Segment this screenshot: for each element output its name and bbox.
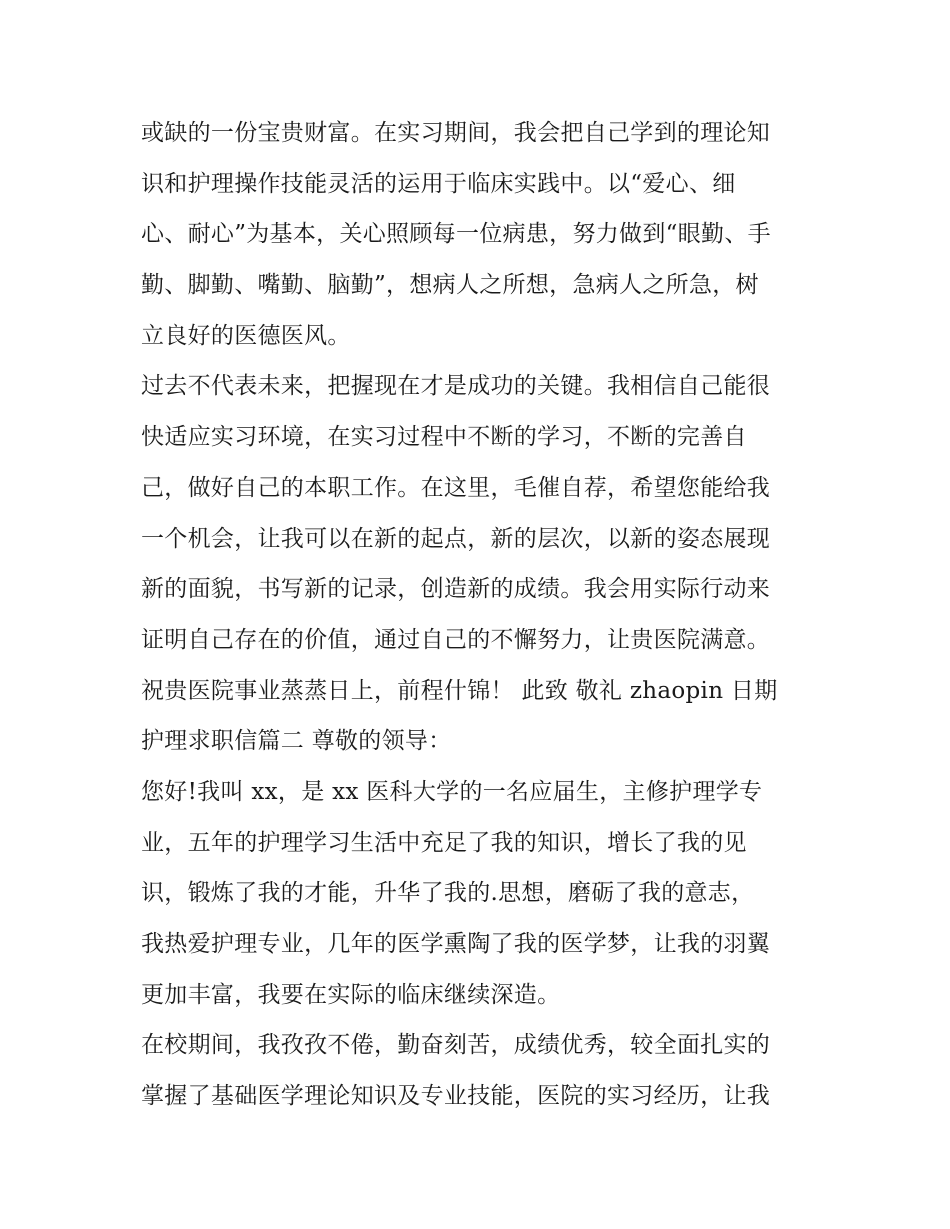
text-line: 更加丰富，我要在实际的临床继续深造。: [141, 981, 561, 1008]
text-line: 业，五年的护理学习生活中充足了我的知识，增长了我的见: [141, 829, 747, 856]
text-line: 证明自己存在的价值，通过自己的不懈努力，让贵医院满意。: [141, 626, 771, 653]
text-line: 识和护理操作技能灵活的运用于临床实践中。以“爱心、细: [141, 170, 736, 197]
text-line: 掌握了基础医学理论知识及专业技能，医院的实习经历，让我: [141, 1083, 771, 1110]
text-line: 您好!我叫 xx，是 xx 医科大学的一名应届生，主修护理学专: [141, 778, 763, 805]
text-line: 心、耐心”为基本，关心照顾每一位病患，努力做到“眼勤、手: [141, 221, 771, 248]
text-line: 新的面貌，书写新的记录，创造新的成绩。我会用实际行动来: [141, 576, 771, 603]
text-line: 祝贵医院事业蒸蒸日上，前程什锦！ 此致 敬礼 zhaopin 日期: [141, 677, 778, 704]
text-line: 过去不代表未来，把握现在才是成功的关键。我相信自己能很: [141, 373, 771, 400]
body-text: [141, 108, 821, 1122]
text-line: 我热爱护理专业，几年的医学熏陶了我的医学梦，让我的羽翼: [141, 931, 771, 957]
text-line: 勤、脚勤、嘴勤、脑勤”，想病人之所想，急病人之所急，树: [141, 272, 759, 299]
text-line: 识，锻炼了我的才能，升华了我的.思想，磨砺了我的意志，: [141, 880, 755, 907]
text-line: 或缺的一份宝贵财富。在实习期间，我会把自己学到的理论知: [141, 120, 771, 146]
text-line: 快适应实习环境，在实习过程中不断的学习，不断的完善自: [141, 424, 747, 451]
text-line: 护理求职信篇二 尊敬的领导：: [141, 728, 452, 755]
text-line: 立良好的医德医风。: [141, 322, 351, 349]
text-line: 己，做好自己的本职工作。在这里，毛催自荐，希望您能给我: [141, 474, 771, 501]
text-line: 在校期间，我孜孜不倦，勤奋刻苦，成绩优秀，较全面扎实的: [141, 1032, 771, 1059]
text-line: 一个机会，让我可以在新的起点，新的层次，以新的姿态展现: [141, 525, 771, 552]
